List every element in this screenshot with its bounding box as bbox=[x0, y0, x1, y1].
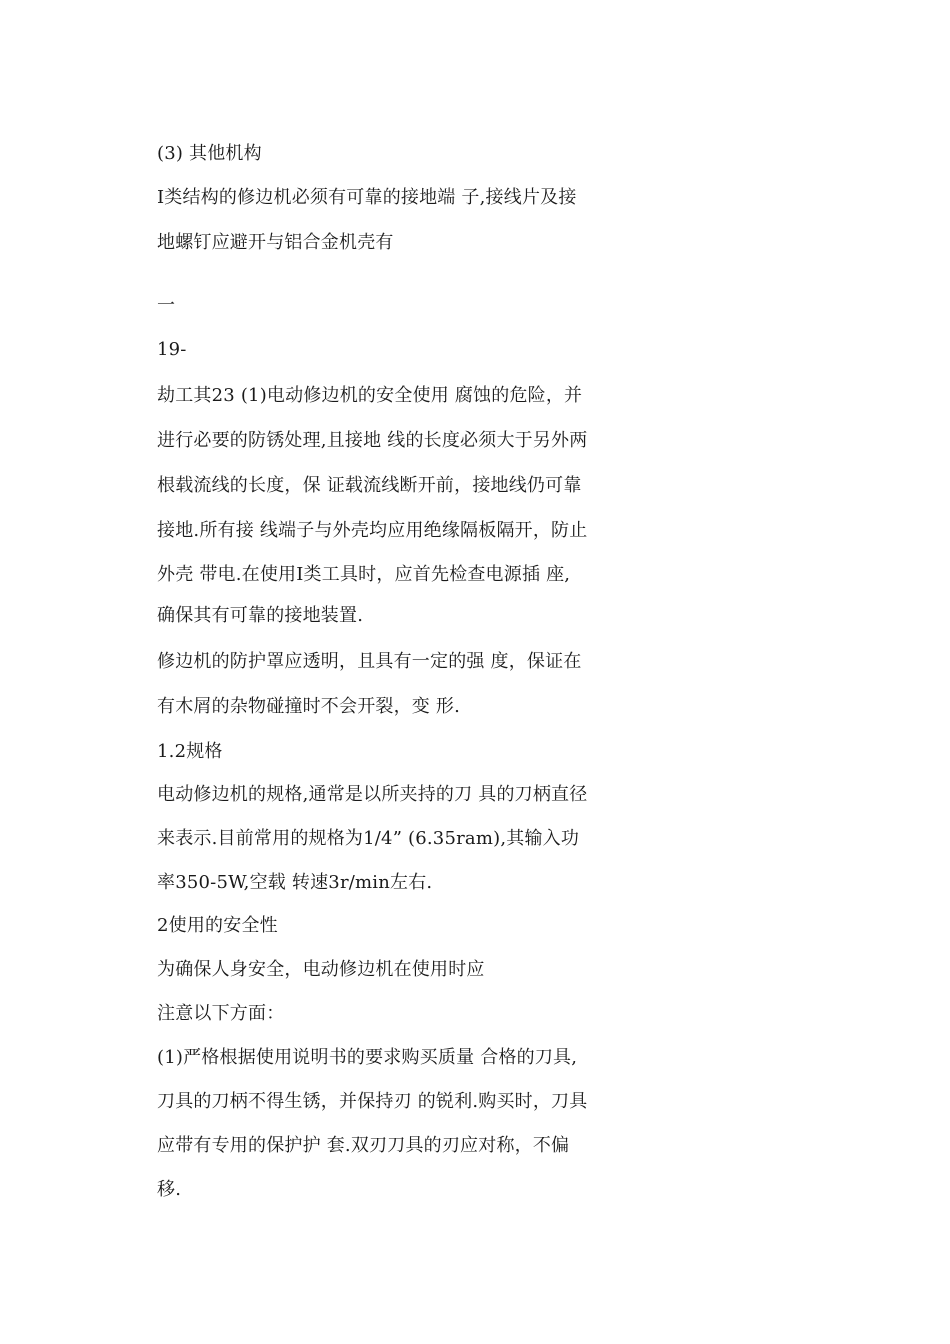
paragraph-line: 应带有专用的保护护 套.双刃刀具的刃应对称，不偏 bbox=[157, 1135, 570, 1156]
paragraph-line: 率350-5W,空载 转速3r/min左右. bbox=[157, 872, 433, 893]
paragraph-line: 刀具的刀柄不得生锈，并保持刃 的锐利.购买时，刀具 bbox=[157, 1091, 588, 1112]
section-heading-other-mechanisms: (3) 其他机构 bbox=[157, 143, 262, 164]
page-number: 19- bbox=[157, 339, 187, 360]
paragraph-line: I类结构的修边机必须有可靠的接地端 子,接线片及接 bbox=[157, 187, 577, 208]
paragraph-line: 外壳 带电.在使用I类工具时，应首先检查电源插 座, bbox=[157, 564, 571, 585]
paragraph-line: 移. bbox=[157, 1179, 182, 1200]
paragraph-line: 来表示.目前常用的规格为1/4” (6.35ram),其输入功 bbox=[157, 828, 580, 849]
paragraph-line: 注意以下方面： bbox=[157, 1003, 285, 1024]
paragraph-line: 有木屑的杂物碰撞时不会开裂，变 形. bbox=[157, 696, 461, 717]
paragraph-line: 为确保人身安全，电动修边机在使用时应 bbox=[157, 959, 485, 980]
paragraph-line: 接地.所有接 线端子与外壳均应用绝缘隔板隔开，防止 bbox=[157, 520, 588, 541]
paragraph-line: 根载流线的长度，保 证载流线断开前，接地线仍可靠 bbox=[157, 475, 582, 496]
section-heading-specification: 1.2规格 bbox=[157, 741, 223, 762]
page-separator-dash: 一 bbox=[157, 295, 176, 316]
paragraph-line: 确保其有可靠的接地装置. bbox=[157, 605, 364, 626]
paragraph-line: 地螺钉应避开与铝合金机壳有 bbox=[157, 232, 394, 253]
paragraph-line: 进行必要的防锈处理,且接地 线的长度必须大于另外两 bbox=[157, 430, 588, 451]
paragraph-line: (1)严格根据使用说明书的要求购买质量 合格的刀具, bbox=[157, 1047, 578, 1068]
paragraph-line: 修边机的防护罩应透明，且具有一定的强 度，保证在 bbox=[157, 651, 582, 672]
paragraph-line: 劫工其23 (1)电动修边机的安全使用 腐蚀的危险，并 bbox=[157, 385, 583, 406]
paragraph-line: 电动修边机的规格,通常是以所夹持的刀 具的刀柄直径 bbox=[157, 784, 588, 805]
section-heading-safety: 2使用的安全性 bbox=[157, 915, 278, 936]
